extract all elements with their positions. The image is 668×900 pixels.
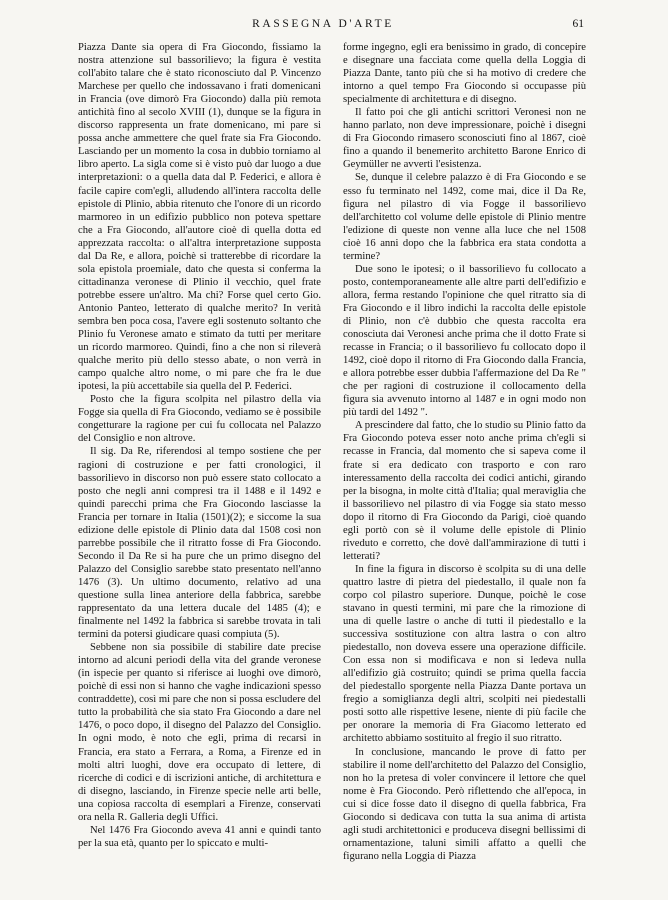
text-columns xyxy=(78,41,586,879)
page-header xyxy=(78,18,584,34)
paragraph: Posto che la figura scolpita nel pilastro della via Fogge sia quella di Fra Giocondo, vediamo se è possibile congetturare la ragione per cui fu collocata nel Palazzo del Consiglio e non altrove. xyxy=(78,394,321,445)
paragraph: Se, dunque il celebre palazzo è di Fra Giocondo e se esso fu terminato nel 1492, come mai, dice il Da Re, figura nel pilastro di via Fogge il bassorilievo dell'architetto col volume delle epistole di Plinio mentre l'edizione di queste non venne alla luce che nel 1508 cioè 16 anni dopo che la fabbrica era stata condotta a termine? xyxy=(343,172,586,262)
paragraph: Due sono le ipotesi; o il bassorilievo fu collocato a posto, contemporaneamente alle altre parti dell'edifizio e allora, ferma restando l'opinione che quel ritratto sia di Fra Giocondo e il libro indichi la raccolta delle epistole di Plinio, non c'è dubbio che questa raccolta era conosciuta dai Veronesi anche prima che il dotto Frate si recasse in Francia; o il bassorilievo fu collocato dopo il 1492, cioè dopo il ritorno di Fra Giocondo dalla Francia, e allora potrebbe esser dubbia l'affermazione del Da Re " che per ragioni di costruzione il collocamento della figura sia avvenuto intorno al 1487 e in ogni modo non più tardi del 1492 ". xyxy=(343,263,586,419)
paragraph: forme ingegno, egli era benissimo in grado, di concepire e disegnare una facciata come quella della Loggia di Piazza Dante, tanto più che si ha motivo di credere che intorno a quel tempo Fra Giocondo si occupasse più specialmente di architettura e di disegno. xyxy=(343,42,586,106)
right-column xyxy=(343,41,586,879)
running-title: RASSEGNA D'ARTE xyxy=(252,18,394,30)
paragraph: Il fatto poi che gli antichi scrittori Veronesi non ne hanno parlato, non deve impressionare, poichè i disegni di Fra Giocondo rimasero sconosciuti fino al 1867, cioè fino a quando il benemerito architetto Barone Enrico di Geymüller ne avvertì l'esistenza. xyxy=(343,107,586,171)
paragraph: Il sig. Da Re, riferendosi al tempo sostiene che per ragioni di costruzione e per fatti cronologici, il bassorilievo in discorso non può essere stato collocato a posto che negli anni compresi tra il 1488 e il 1492 e quindi parecchi prima che Fra Giocondo lasciasse la Francia per tornare in Italia (1501)(2); e siccome la sua edizione delle epistole di Plinio data dal 1508 così non parrebbe possibile che il ritratto fosse di Fra Giocondo. Secondo il Da Re si ha pure che un primo disegno del Palazzo del Consiglio sarebbe stato presentato nell'anno 1476 (3). Un ultimo documento, relativo ad una questione sulla linea anteriore della fabbrica, sarebbe rappresentato da una lettera ducale del 1485 (4); e finalmente nel 1492 la fabbrica si sarebbe trovata in tali termini da potersi giudicare quasi compiuta (5). xyxy=(78,446,321,641)
page-number: 61 xyxy=(572,18,584,30)
paragraph: A prescindere dal fatto, che lo studio su Plinio fatto da Fra Giocondo poteva esser noto anche prima ch'egli si recasse in Francia, dal momento che si sapeva come il frate si era dedicato con trasporto e con raro interessamento della raccolta dei codici antichi, girando per la bisogna, in molte città d'Italia; qual meraviglia che il bassorilievo nel pilastro di via Fogge sia stato messo dopo il ritorno di Fra Giocondo da Parigi, cioè quando egli portò con sè il volume delle epistole di Plinio riveduto e corretto, che dovè dall'ammirazione di tutti i letterati? xyxy=(343,420,586,562)
paragraph: Piazza Dante sia opera di Fra Giocondo, fissiamo la nostra attenzione sul bassorilievo; la figura è vestita coll'abito talare che è stato riconosciuto dal P. Vincenzo Marchese per quello che indossavano i frati domenicani in Francia (ove dimorò Fra Giocondo) dalla più remota antichità fino al secolo XVIII (1), dunque se la figura in discorso rappresenta un frate domenicano, mi pare si possa anche ammettere che quel frate sia Fra Giocondo. Lasciando per un momento la cosa in dubbio torniamo al libro aperto. La sigla come si è visto può dar luogo a due interpretazioni: o a quella data dal P. Federici, e allora è facile capire com'egli, alludendo all'intera raccolta delle epistole di Plinio, abbia ritenuto che l'onore di un ricordo marmoreo in un edifizio pubblico non poteva spettare che a Fra Giocondo, all'autore cioè di quella dotta ed apprezzata raccolta: o all'altra interpretazione supposta dal Da Re, e allora, poichè si tratterebbe di ricordare la sola epistola proemiale, dato che questa si conferma la cittadinanza veronese di Plinio il vecchio, quel frate potrebbe essere un'altro. Ma chi? Forse quel certo Gio. Antonio Panteo, letterato di qualche merito? In verità sembra ben poca cosa, l'avere egli sostenuto soltanto che Plinio fu Veronese amato e stimato da tutti per meritare un ricordo marmoreo. Quindi, fino a che non si rileverà qualche merito più dello stesso abate, o non verrà in campo qualche altro nome, o mi pare che fra le due ipotesi, la più accettabile sia quella del P. Federici. xyxy=(78,42,321,393)
paragraph: Nel 1476 Fra Giocondo aveva 41 anni e quindi tanto per la sua età, quanto per lo spiccato e multi- xyxy=(78,824,321,849)
paragraph: In fine la figura in discorso è scolpita su di una delle quattro lastre di pietra del piedestallo, il quale non fa corpo col pilastro superiore. Dunque, poichè le cose stavano in questi termini, mi pare che la rimozione di una di quelle lastre o anche di tutti il piedestallo e la successiva sostituzione con altra lastra o con altro piedestallo, non doveva essere una operazione difficile. Con essa non si modificava e non si ledeva nulla all'edifizio già costruito; quindi se prima quella faccia del piedestallo sporgente nella Piazza Dante portava un fregio a somiglianza degli altri, scolpiti nei piedestalli posti sotto alle rispettive lesene, niente di più facile che per onorare la memoria di Fra Giacomo letterato ed architetto abbiamo sostituito al fregio il suo ritratto. xyxy=(343,563,586,745)
paragraph: In conclusione, mancando le prove di fatto per stabilire il nome dell'architetto del Palazzo del Consiglio, non ho la pretesa di voler convincere il lettore che quel nome è Fra Giocondo. Però riflettendo che all'epoca, in cui si dice fosse dato il disegno di quella fabbrica, Fra Giocondo si dedicava con tutta la sua anima di artista agli studi architettonici e produceva disegni bellissimi di ornamentazione, taluni simili affatto a quelli che figurano nella Loggia di Piazza xyxy=(343,746,586,862)
left-column xyxy=(78,41,321,879)
paragraph: Sebbene non sia possibile di stabilire date precise intorno ad alcuni periodi della vita del grande veronese (in ispecie per quanto si riferisce ai luoghi ove dimorò, poichè di essi non si hanno che vaghe indicazioni spesso contraddette), così mi pare che non si possa escludere del tutto la probabilità che sia stato Fra Giocondo a dare nel 1476, o poco dopo, il disegno del Palazzo del Consiglio. In ogni modo, è noto che egli, prima di recarsi in Francia, era stato a Ferrara, a Roma, a Firenze ed in molti altri luoghi, dove era occupato di lettere, di ricerche di codici e di iscrizioni antiche, di architettura e di disegno, lasciando, in Firenze specie nelle arti belle, una copiosa raccolta di esemplari a Firenze, conservati ora nella R. Galleria degli Uffici. xyxy=(78,642,321,823)
